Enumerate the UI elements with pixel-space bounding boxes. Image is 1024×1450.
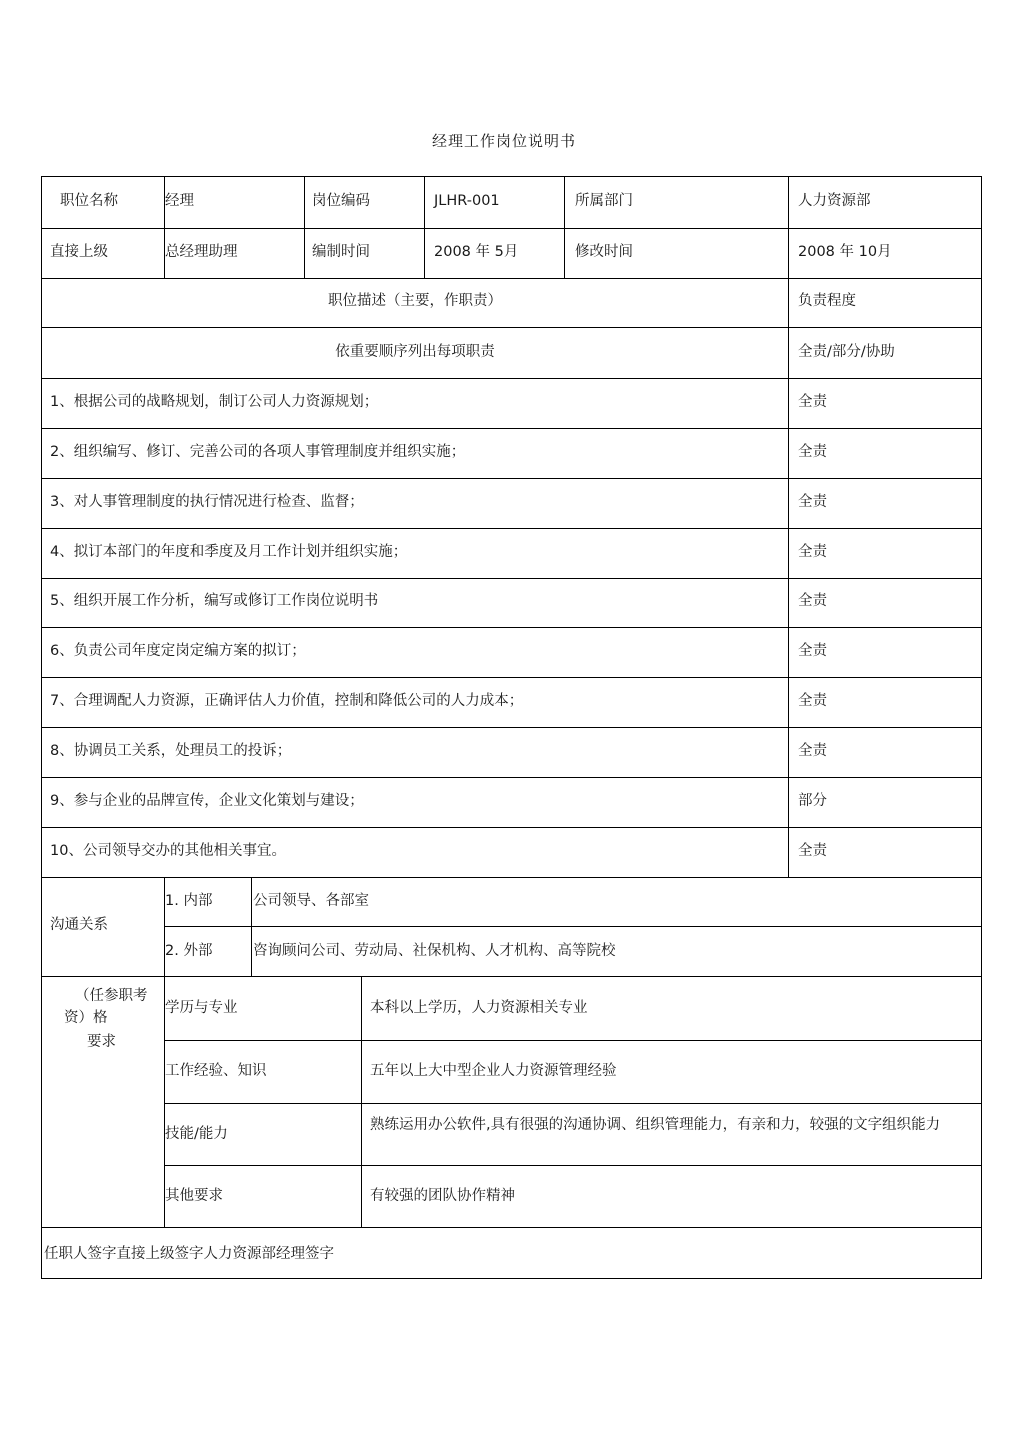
- department-label: 所属部门: [575, 193, 633, 209]
- duty-level: 部分: [798, 793, 827, 809]
- duty-level: 全责: [798, 693, 827, 709]
- qualification-label-line2: 资）格: [64, 1010, 108, 1026]
- duties-subheader: 依重要顺序列出每项职责: [335, 344, 495, 360]
- row-divider: [42, 428, 981, 429]
- document-title: 经理工作岗位说明书: [431, 132, 576, 150]
- row-divider: [42, 1227, 981, 1228]
- duty-level: 全责: [798, 544, 827, 560]
- signature-line: 任职人签字直接上级签字人力资源部经理签字: [44, 1246, 334, 1262]
- supervisor-value: 总经理助理: [165, 244, 238, 260]
- row-divider: [164, 926, 981, 927]
- qualification-item-value: 熟练运用办公软件,具有很强的沟通协调、组织管理能力，有亲和力，较强的文字组织能力: [370, 1117, 941, 1133]
- row-divider: [42, 528, 981, 529]
- duty-level: 全责: [798, 494, 827, 510]
- supervisor-label: 直接上级: [50, 244, 108, 260]
- duty-item: 8、协调员工关系，处理员工的投诉；: [50, 743, 292, 759]
- row-divider: [42, 228, 981, 229]
- qualification-item-value: 有较强的团队协作精神: [370, 1188, 515, 1204]
- row-divider: [42, 727, 981, 728]
- duty-item: 3、对人事管理制度的执行情况进行检查、监督；: [50, 494, 364, 510]
- row-divider: [42, 677, 981, 678]
- duty-level: 全责: [798, 593, 827, 609]
- col-divider: [361, 976, 362, 1227]
- col-divider: [564, 177, 565, 278]
- duty-item: 2、组织编写、修订、完善公司的各项人事管理制度并组织实施；: [50, 444, 466, 460]
- qualification-label-line1: （任参职考: [75, 988, 148, 1004]
- qualification-item-label: 工作经验、知识: [165, 1063, 267, 1079]
- row-divider: [42, 327, 981, 328]
- external-value: 咨询顾问公司、劳动局、社保机构、人才机构、高等院校: [253, 943, 616, 959]
- row-divider: [164, 1103, 981, 1104]
- row-divider: [42, 877, 981, 878]
- qualification-label-line3: 要求: [87, 1034, 116, 1050]
- internal-label: 1. 内部: [165, 893, 213, 909]
- duty-level: 全责: [798, 643, 827, 659]
- position-name-value: 经理: [165, 193, 194, 209]
- external-label: 2. 外部: [165, 943, 213, 959]
- communication-label: 沟通关系: [50, 917, 108, 933]
- responsibility-level-subheader: 全责/部分/协助: [798, 344, 895, 360]
- duty-item: 1、根据公司的战略规划，制订公司人力资源规划；: [50, 394, 379, 410]
- job-description-table: [41, 176, 982, 1279]
- duty-item: 7、合理调配人力资源，正确评估人力价值，控制和降低公司的人力成本；: [50, 693, 524, 709]
- department-value: 人力资源部: [798, 193, 871, 209]
- col-divider: [788, 177, 789, 877]
- revised-date-label: 修改时间: [575, 244, 633, 260]
- row-divider: [42, 578, 981, 579]
- duty-level: 全责: [798, 394, 827, 410]
- duty-level: 全责: [798, 743, 827, 759]
- prepared-date-label: 编制时间: [312, 244, 370, 260]
- row-divider: [42, 827, 981, 828]
- position-name-label: 职位名称: [60, 193, 118, 209]
- responsibility-level-header: 负责程度: [798, 293, 856, 309]
- row-divider: [42, 378, 981, 379]
- qualification-item-label: 其他要求: [165, 1188, 223, 1204]
- duty-item: 4、拟订本部门的年度和季度及月工作计划并组织实施；: [50, 544, 408, 560]
- duty-level: 全责: [798, 843, 827, 859]
- row-divider: [42, 627, 981, 628]
- duty-item: 9、参与企业的品牌宣传，企业文化策划与建设；: [50, 793, 364, 809]
- revised-date-value: 2008 年 10月: [798, 244, 892, 260]
- row-divider: [42, 777, 981, 778]
- row-divider: [42, 478, 981, 479]
- duty-item: 5、组织开展工作分析，编写或修订工作岗位说明书: [50, 593, 379, 609]
- internal-value: 公司领导、各部室: [253, 893, 369, 909]
- duties-header: 职位描述（主要，作职责）: [328, 293, 502, 309]
- qualification-item-value: 五年以上大中型企业人力资源管理经验: [370, 1063, 617, 1079]
- position-code-label: 岗位编码: [312, 193, 370, 209]
- qualification-item-label: 学历与专业: [165, 1000, 238, 1016]
- col-divider: [164, 877, 165, 1227]
- col-divider: [251, 877, 252, 976]
- col-divider: [304, 177, 305, 278]
- duty-level: 全责: [798, 444, 827, 460]
- duty-item: 10、公司领导交办的其他相关事宜。: [50, 843, 286, 859]
- col-divider: [424, 177, 425, 278]
- row-divider: [164, 1040, 981, 1041]
- row-divider: [164, 1165, 981, 1166]
- row-divider: [42, 278, 981, 279]
- row-divider: [42, 976, 981, 977]
- qualification-item-value: 本科以上学历，人力资源相关专业: [370, 1000, 588, 1016]
- position-code-value: JLHR-001: [434, 193, 500, 209]
- duty-item: 6、负责公司年度定岗定编方案的拟订；: [50, 643, 306, 659]
- qualification-item-label: 技能/能力: [165, 1126, 228, 1142]
- prepared-date-value: 2008 年 5月: [434, 244, 519, 260]
